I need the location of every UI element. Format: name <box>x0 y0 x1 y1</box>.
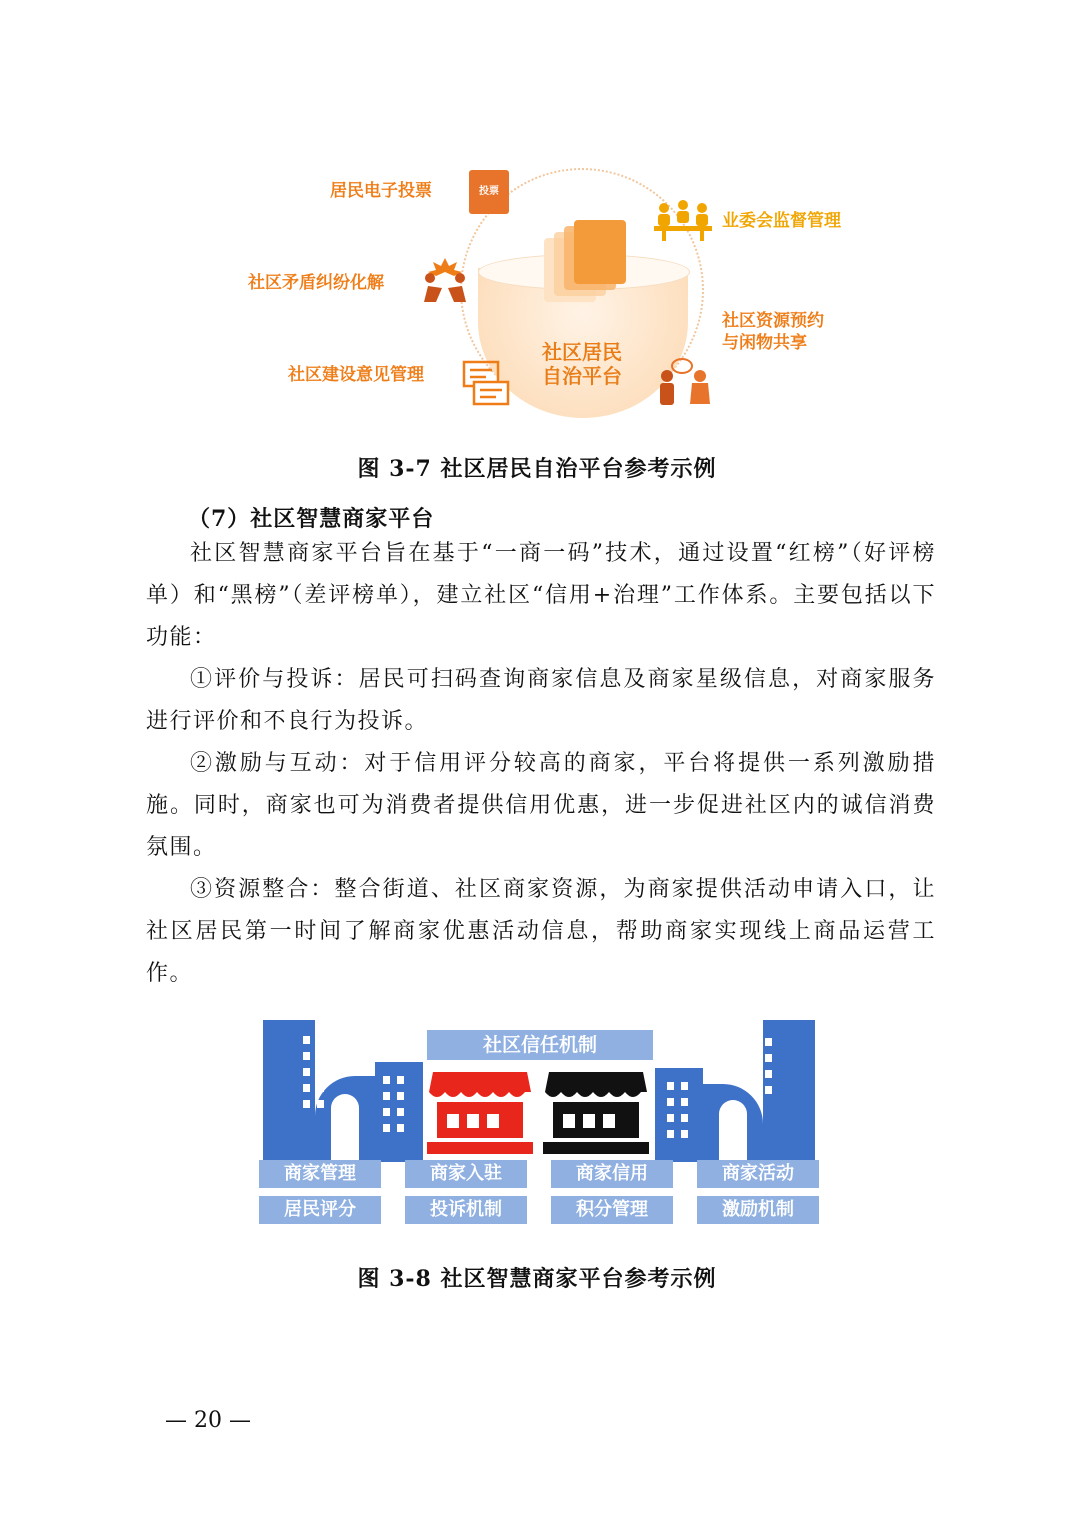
right-side-building <box>655 1068 703 1162</box>
platform-center-label <box>502 340 662 388</box>
committee-meeting-icon <box>652 198 714 242</box>
section-heading: （7）社区智慧商家平台 <box>188 506 435 532</box>
figure-resident-autonomy-platform <box>240 150 880 425</box>
trust-mechanism-banner: 社区信任机制 <box>427 1030 653 1060</box>
ballot-box-icon: 投票 <box>469 170 509 214</box>
resource-line1: 社区资源预约 <box>722 311 824 331</box>
figure-smart-merchant-platform <box>255 1016 820 1226</box>
label-dispute-resolution: 社区矛盾纠纷化解 <box>248 273 384 293</box>
layer-cards-icon <box>540 220 630 310</box>
resource-line2: 与闲物共享 <box>722 333 807 353</box>
cell-merchant-activity: 商家活动 <box>697 1160 819 1188</box>
cell-points-management: 积分管理 <box>551 1196 673 1224</box>
cell-merchant-entry: 商家入驻 <box>405 1160 527 1188</box>
people-sharing-icon <box>654 358 714 412</box>
cell-merchant-credit: 商家信用 <box>551 1160 673 1188</box>
figure-3-8-caption: 图 3-8 社区智慧商家平台参考示例 <box>357 1266 717 1292</box>
paragraph-intro: 社区智慧商家平台旨在基于“一商一码”技术，通过设置“红榜”（好评榜单）和“黑榜”（差评榜单），建立社区“信用+治理”工作体系。主要包括以下功能： <box>146 541 936 650</box>
label-electronic-vote: 居民电子投票 <box>330 181 432 201</box>
red-list-shop-icon <box>427 1068 533 1158</box>
label-resource-sharing <box>722 310 824 354</box>
cell-merchant-management: 商家管理 <box>259 1160 381 1188</box>
paragraph-integration: ③资源整合：整合街道、社区商家资源，为商家提供活动申请入口，让社区居民第一时间了解商家优惠活动信息，帮助商家实现线上商品运营工作。 <box>146 877 936 986</box>
paragraph-incentive: ②激励与互动：对于信用评分较高的商家，平台将提供一系列激励措施。同时，商家也可为消费者提供信用优惠，进一步促进社区内的诚信消费氛围。 <box>146 751 936 860</box>
paragraph-evaluation: ①评价与投诉：居民可扫码查询商家信息及商家星级信息，对商家服务进行评价和不良行为投诉。 <box>146 667 936 734</box>
cell-resident-rating: 居民评分 <box>259 1196 381 1224</box>
cell-incentive-mechanism: 激励机制 <box>697 1196 819 1224</box>
label-construction-opinion: 社区建设意见管理 <box>288 365 424 385</box>
cell-complaint-mechanism: 投诉机制 <box>405 1196 527 1224</box>
center-label-line1: 社区居民 <box>542 340 622 364</box>
label-owners-committee: 业委会监督管理 <box>722 211 841 231</box>
dispute-people-icon <box>418 256 472 304</box>
figure-3-7-caption: 图 3-7 社区居民自治平台参考示例 <box>357 456 717 482</box>
page-number: — 20 — <box>165 1408 251 1433</box>
center-label-line2: 自治平台 <box>542 364 622 388</box>
black-list-shop-icon <box>543 1068 649 1158</box>
feedback-chat-icon <box>462 360 512 410</box>
